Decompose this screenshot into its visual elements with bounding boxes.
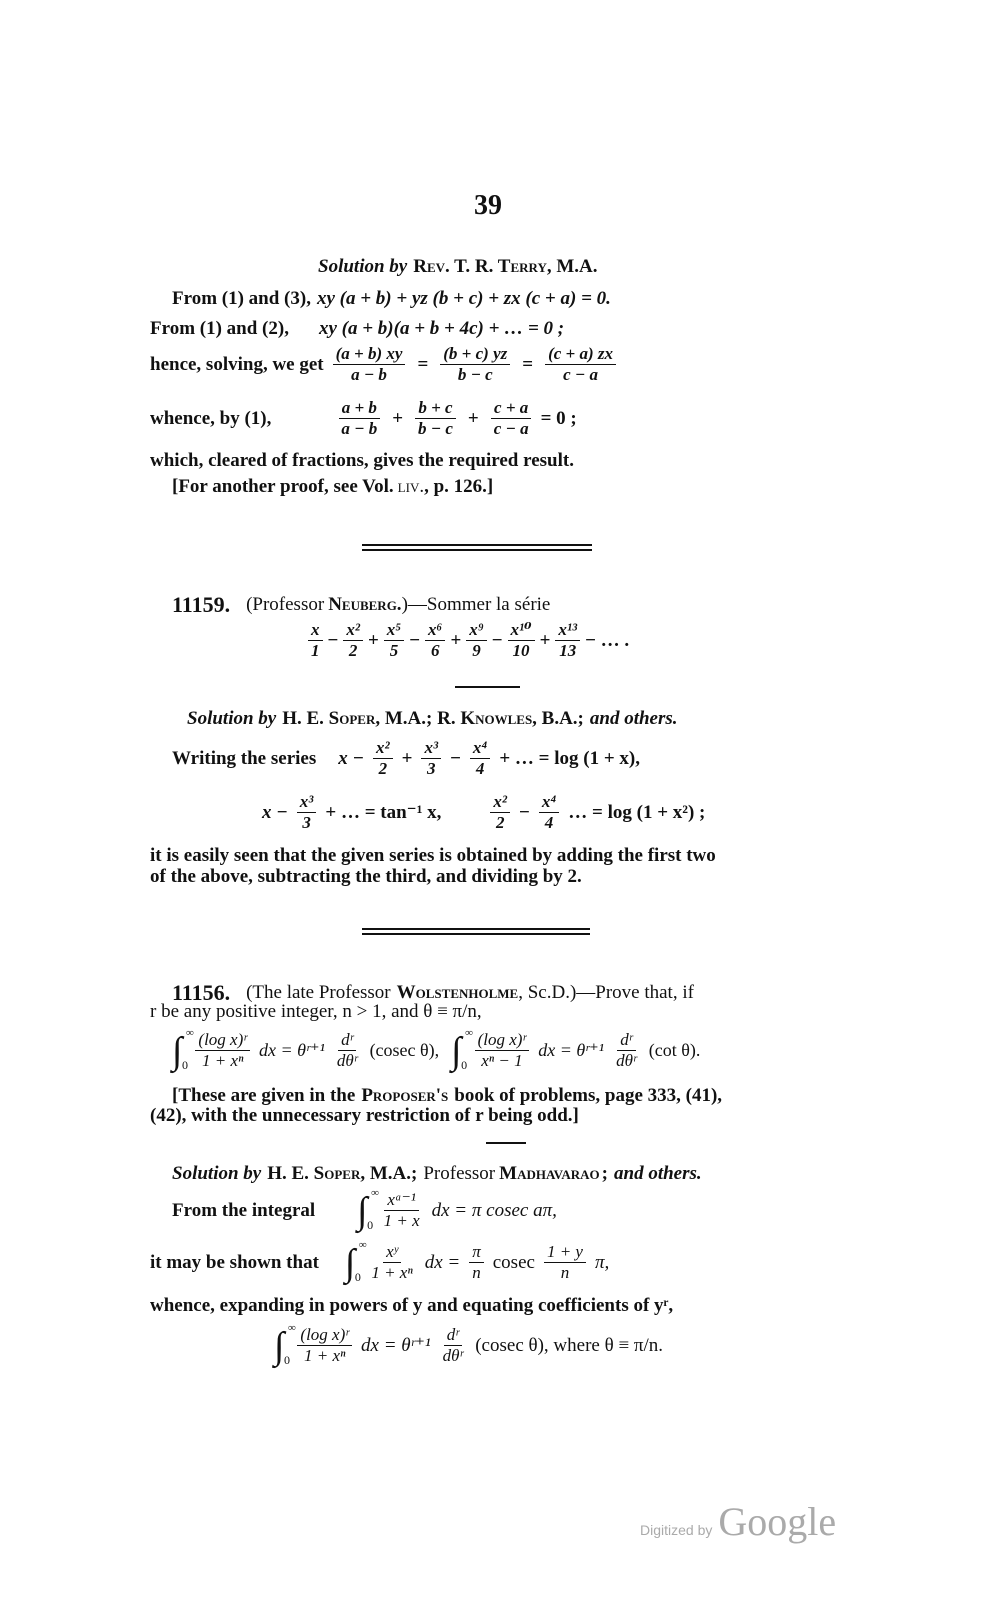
numerator: π <box>469 1242 484 1263</box>
line-1 <box>172 288 611 310</box>
final-integral <box>274 1321 664 1367</box>
numerator: (c + a) zx <box>545 344 616 365</box>
fraction <box>539 792 559 833</box>
integral-sign <box>357 1186 380 1232</box>
math-text: ∞ <box>186 1026 194 1039</box>
math-text: 0 <box>367 1217 374 1232</box>
math-text: (The late Professor <box>246 982 391 1003</box>
numerator: dʳ <box>338 1030 356 1051</box>
page-number: 39 <box>474 190 502 221</box>
math-text: Writing the series <box>172 747 317 769</box>
numerator: x² <box>343 620 363 641</box>
denominator: c − a <box>563 365 598 384</box>
fraction <box>469 1242 484 1283</box>
math-text: (Professor <box>246 594 325 615</box>
text: whence, by (1), <box>150 407 272 429</box>
denominator: 4 <box>475 759 485 778</box>
math-text: and others. <box>614 1163 702 1184</box>
math-text: Solution by <box>172 1163 262 1184</box>
fraction <box>440 1325 467 1366</box>
math-text: Wolstenholme <box>396 982 519 1003</box>
math-text: ∫ <box>274 1324 285 1367</box>
math-text: − <box>327 629 339 651</box>
fraction <box>333 344 406 385</box>
integral-sign <box>451 1026 473 1072</box>
math-text: , p. 126.] <box>424 476 494 497</box>
numerator: xʸ <box>383 1242 401 1263</box>
numerator: (a + b) xy <box>333 344 406 365</box>
math-text: dx = <box>424 1251 461 1273</box>
denominator: 6 <box>430 641 440 660</box>
numerator: (log x)ʳ <box>195 1030 250 1051</box>
line-2 <box>150 318 564 340</box>
denominator: a − b <box>351 365 387 384</box>
integral-sign <box>172 1026 194 1072</box>
denominator: n <box>472 1263 481 1282</box>
denominator: 1 + xⁿ <box>202 1051 244 1070</box>
math-text: it may be shown that <box>150 1251 319 1273</box>
numerator: x¹⁰ <box>508 620 535 641</box>
math-text: (cosec θ), <box>369 1040 440 1060</box>
numerator: x² <box>490 792 510 813</box>
math-text: − <box>450 747 461 769</box>
question-11159-heading <box>172 592 550 618</box>
math-text: + <box>450 629 462 651</box>
numerator: b + c <box>415 398 455 419</box>
numerator: x³ <box>297 792 317 813</box>
denominator: c − a <box>493 419 529 438</box>
note-line: (42), with the unnecessary restriction of r being odd.] <box>150 1105 579 1126</box>
fraction <box>368 1242 415 1283</box>
numerator: (log x)ʳ <box>297 1325 352 1346</box>
math-text: H. E. Soper, M.A.; <box>267 1163 418 1184</box>
math-text: 0 <box>182 1057 188 1072</box>
math-text: cosec <box>492 1251 535 1273</box>
math-text: = <box>417 353 429 375</box>
math-text: From the integral <box>172 1199 316 1221</box>
denominator: 13 <box>559 641 577 660</box>
math-text: H. E. Soper, M.A.; R. Knowles, B.A.; <box>282 708 584 729</box>
solution-heading-terry <box>318 256 598 278</box>
math-text: , Sc.D.)—Prove that, if <box>518 982 694 1003</box>
question-number: 11159. <box>172 592 231 617</box>
condition-line: r be any positive integer, n > 1, and θ ≡ π/n, <box>150 1001 482 1022</box>
fraction <box>490 792 510 833</box>
paragraph-line: it is easily seen that the given series is obtained by adding the first two <box>150 845 716 866</box>
fraction <box>338 398 380 439</box>
fraction <box>466 620 486 661</box>
numerator: x¹³ <box>555 620 580 641</box>
divider <box>362 928 590 930</box>
math-text: + <box>539 629 551 651</box>
math-text: 0 <box>461 1057 468 1072</box>
math-text: dx = θʳ⁺¹ <box>538 1040 605 1060</box>
line-4 <box>150 398 577 439</box>
math-text: = <box>522 353 534 375</box>
denominator: 2 <box>378 759 388 778</box>
fraction <box>297 792 317 833</box>
math-text: liv. <box>397 476 425 497</box>
fraction <box>297 1325 352 1366</box>
denominator: dθʳ <box>442 1346 464 1365</box>
fraction <box>415 398 456 439</box>
math-text: = 0 ; <box>540 407 577 429</box>
from-integral-line <box>172 1186 557 1232</box>
math-text: ∫ <box>344 1241 356 1284</box>
denominator: xⁿ − 1 <box>481 1051 523 1070</box>
math-text: [These are given in the <box>172 1085 356 1106</box>
note-line <box>172 1085 722 1107</box>
math-text: − <box>519 801 530 823</box>
denominator: 3 <box>427 759 436 778</box>
integral-identities <box>172 1026 701 1072</box>
math-text: − … . <box>585 629 630 651</box>
denominator: 2 <box>348 641 358 660</box>
numerator: x⁵ <box>384 620 404 641</box>
fraction <box>470 738 490 779</box>
heading-name: Rev. T. R. Terry, M.A. <box>413 256 598 277</box>
divider <box>362 933 590 935</box>
text: From (1) and (2), <box>150 318 289 339</box>
solution-heading-soper-knowles <box>187 708 678 730</box>
denominator: b − c <box>418 419 453 438</box>
fraction <box>440 344 510 385</box>
line-6 <box>172 476 493 498</box>
fraction <box>544 1242 586 1283</box>
fraction <box>384 620 404 661</box>
divider <box>362 549 592 551</box>
math-text: + <box>401 747 413 769</box>
math-text: − <box>491 629 503 651</box>
fraction <box>421 738 441 779</box>
math-text: Solution by <box>187 708 277 729</box>
heading-italic: Solution by <box>318 256 408 277</box>
line-5: which, cleared of fractions, gives the required result. <box>150 450 574 471</box>
fraction <box>545 344 616 385</box>
writing-series-line <box>172 738 640 779</box>
math-text: + <box>467 407 479 429</box>
math-text: and others. <box>589 708 678 729</box>
fraction <box>308 620 323 661</box>
math-text: ∫ <box>172 1029 183 1072</box>
math-text: dx = π cosec aπ, <box>431 1199 557 1221</box>
fraction <box>475 1030 530 1071</box>
shown-that-line <box>150 1238 610 1284</box>
math-text: [For another proof, see Vol. <box>172 476 394 497</box>
math-text: Professor <box>423 1163 496 1184</box>
math-text: ∫ <box>357 1189 368 1232</box>
short-divider <box>455 686 520 688</box>
numerator: xᵃ⁻¹ <box>384 1190 418 1211</box>
paragraph-line: of the above, subtracting the third, and dividing by 2. <box>150 866 582 887</box>
fraction <box>334 1030 361 1071</box>
google-watermark <box>640 1498 836 1545</box>
math-text: Digitized by <box>640 1522 713 1538</box>
text: From (1) and (3), <box>172 288 311 309</box>
math-text: … = log (1 + x²) ; <box>568 801 706 823</box>
integral-sign <box>274 1321 296 1367</box>
math-text: π, <box>594 1251 610 1273</box>
fraction <box>381 1190 423 1231</box>
divider <box>362 544 592 546</box>
math-text: + … = log (1 + x), <box>499 747 640 769</box>
tan-series-line <box>262 792 705 833</box>
fraction <box>425 620 445 661</box>
math-text: (cosec θ), where θ ≡ π/n. <box>475 1334 664 1356</box>
fraction <box>195 1030 250 1071</box>
math-text: Proposer's <box>361 1085 449 1106</box>
denominator: 4 <box>544 813 554 832</box>
numerator: 1 + y <box>544 1242 586 1263</box>
numerator: dʳ <box>617 1030 635 1051</box>
denominator: 9 <box>472 641 481 660</box>
math-text: dx = θʳ⁺¹ <box>361 1335 431 1356</box>
math-text: x − <box>262 801 288 823</box>
math-text: + <box>367 629 379 651</box>
math-text: Google <box>718 1499 837 1544</box>
math-text: ∞ <box>371 1186 380 1199</box>
fraction <box>508 620 535 661</box>
math-text: book of problems, page 333, (41), <box>454 1085 723 1106</box>
math-text: )—Sommer la série <box>401 594 551 615</box>
denominator: 1 <box>311 641 320 660</box>
denominator: 1 + xⁿ <box>371 1263 413 1282</box>
equation: xy (a + b) + yz (b + c) + zx (c + a) = 0. <box>316 288 611 309</box>
math-text: ∞ <box>465 1026 473 1039</box>
math-text: Madhavarao <box>499 1163 600 1184</box>
integral-sign <box>344 1238 367 1284</box>
line-3 <box>150 344 619 385</box>
math-text: dx = θʳ⁺¹ <box>259 1040 325 1060</box>
question-number: 11156. <box>172 980 231 1005</box>
fraction <box>555 620 580 661</box>
numerator: (b + c) yz <box>440 344 510 365</box>
numerator: x⁶ <box>425 620 445 641</box>
math-text: ∞ <box>358 1238 367 1251</box>
fraction <box>373 738 393 779</box>
fraction <box>613 1030 640 1071</box>
numerator: c + a <box>491 398 531 419</box>
fraction <box>491 398 532 439</box>
numerator: x² <box>373 738 393 759</box>
math-text: ; <box>601 1163 608 1184</box>
denominator: n <box>560 1263 570 1282</box>
numerator: a + b <box>339 398 380 419</box>
denominator: dθʳ <box>336 1051 358 1070</box>
denominator: 1 + xⁿ <box>304 1346 346 1365</box>
equation: xy (a + b)(a + b + 4c) + … = 0 ; <box>318 318 565 339</box>
math-text: ∞ <box>288 1321 296 1334</box>
math-text: + … = tan⁻¹ x, <box>325 802 442 823</box>
denominator: 1 + x <box>383 1211 420 1230</box>
whence-line: whence, expanding in powers of y and equating coefficients of yʳ, <box>150 1295 674 1316</box>
short-divider <box>486 1142 526 1144</box>
math-text: ∫ <box>451 1029 462 1072</box>
math-text: 0 <box>284 1352 290 1367</box>
denominator: a − b <box>341 419 378 438</box>
math-text: (cot θ). <box>648 1040 701 1060</box>
denominator: 5 <box>389 641 399 660</box>
solution-heading-soper-madhavarao <box>172 1163 702 1185</box>
numerator: x⁴ <box>470 738 490 759</box>
denominator: 10 <box>512 641 530 660</box>
numerator: x³ <box>421 738 441 759</box>
math-text: + <box>392 407 404 429</box>
denominator: b − c <box>457 365 493 384</box>
math-text: − <box>409 629 421 651</box>
math-text: Neuberg. <box>328 594 402 615</box>
numerator: x⁴ <box>539 792 559 813</box>
math-text: x − <box>338 747 365 769</box>
denominator: 2 <box>495 813 505 832</box>
math-text: 0 <box>354 1269 361 1284</box>
text: hence, solving, we get <box>150 353 324 375</box>
numerator: (log x)ʳ <box>475 1030 530 1051</box>
numerator: x⁹ <box>466 620 486 641</box>
numerator: x <box>308 620 323 641</box>
fraction <box>343 620 363 661</box>
denominator: dθʳ <box>616 1051 637 1070</box>
numerator: dʳ <box>444 1325 462 1346</box>
series <box>305 620 629 661</box>
denominator: 3 <box>302 813 311 832</box>
